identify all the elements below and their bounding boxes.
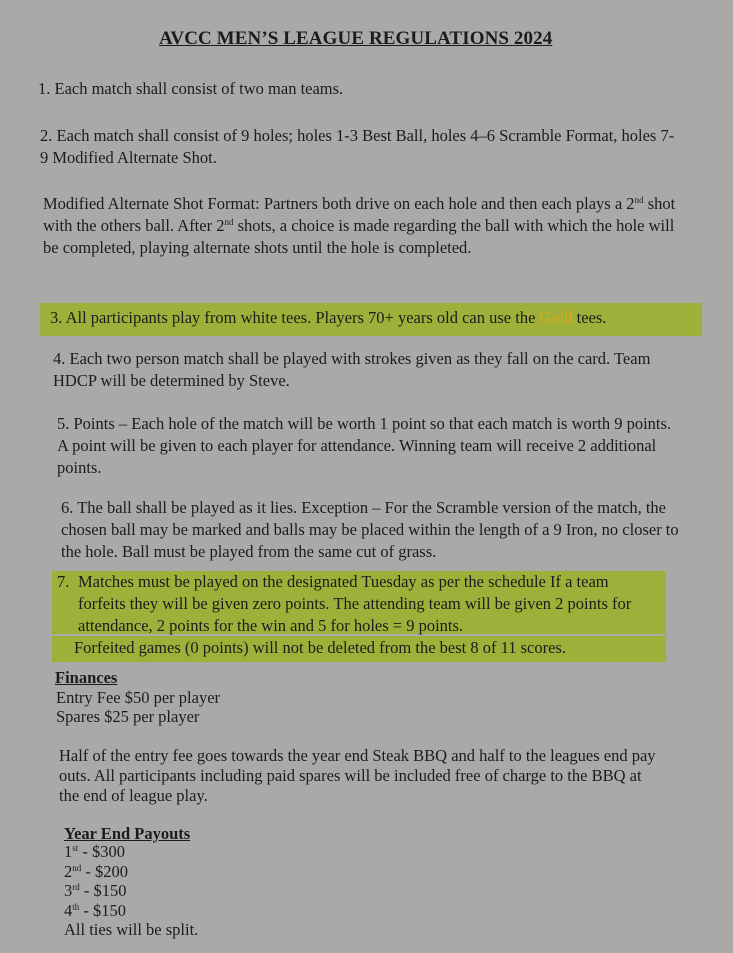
ties-note: All ties will be split. (64, 920, 199, 939)
rule-7-forfeit: Forfeited games (0 points) will not be deleted from the best 8 of 11 scores. (74, 638, 566, 657)
rule-3: 3. All participants play from white tees. Players 70+ years old can use the Gold tees. (50, 308, 607, 327)
modified-alternate-shot: Modified Alternate Shot Format: Partners both drive on each hole and then each plays a 2nd shot with the others ball. After 2nd shots, a choice is made regarding the ball with which the hole will be completed, playing alternate shots until the hole is completed. (43, 194, 676, 257)
page-title: AVCC MEN’S LEAGUE REGULATIONS 2024 (159, 28, 553, 49)
rule-4: 4. Each two person match shall be played with strokes given as they fall on the card. Team HDCP will be determined by Steve. (53, 349, 651, 390)
rule-2: 2. Each match shall consist of 9 holes; holes 1-3 Best Ball, holes 4–6 Scramble Format, holes 7-9 Modified Alternate Shot. (40, 126, 675, 167)
rule-1: 1. Each match shall consist of two man teams. (38, 79, 344, 98)
spares-fee: Spares $25 per player (56, 707, 200, 726)
payout-2nd: 2nd - $200 (64, 861, 128, 881)
rule-5: 5. Points – Each hole of the match will be worth 1 point so that each match is worth 9 points. A point will be given to each player for attendance. Winning team will receive 2 additional points. (57, 414, 672, 477)
rule-7: Matches must be played on the designated Tuesday as per the schedule If a team forfeits they will be given zero points. The attending team will be given 2 points for attendance, 2 points for the win and 5 for holes = 9 points. (78, 572, 632, 635)
finances-note: Half of the entry fee goes towards the year end Steak BBQ and half to the leagues end pay outs. All participants including paid spares will be included free of charge to the BBQ at the end of league play. (59, 746, 656, 805)
payouts-list (64, 842, 198, 940)
payout-3rd: 3rd - $150 (64, 881, 127, 900)
rule-6: 6. The ball shall be played as it lies. Exception – For the Scramble version of the match, the chosen ball may be marked and balls may be placed within the length of a 9 Iron, no closer to the hole. Ball must be played from the same cut of grass. (61, 498, 679, 561)
rule-7-number: 7. (57, 572, 70, 591)
payout-4th: 4th - $150 (64, 900, 127, 920)
payouts-heading: Year End Payouts (64, 824, 191, 843)
entry-fee: Entry Fee $50 per player (56, 688, 221, 707)
payout-1st: 1st - $300 (64, 842, 126, 861)
finances-heading: Finances (55, 668, 118, 687)
gold-tees-label: Gold (539, 308, 573, 327)
